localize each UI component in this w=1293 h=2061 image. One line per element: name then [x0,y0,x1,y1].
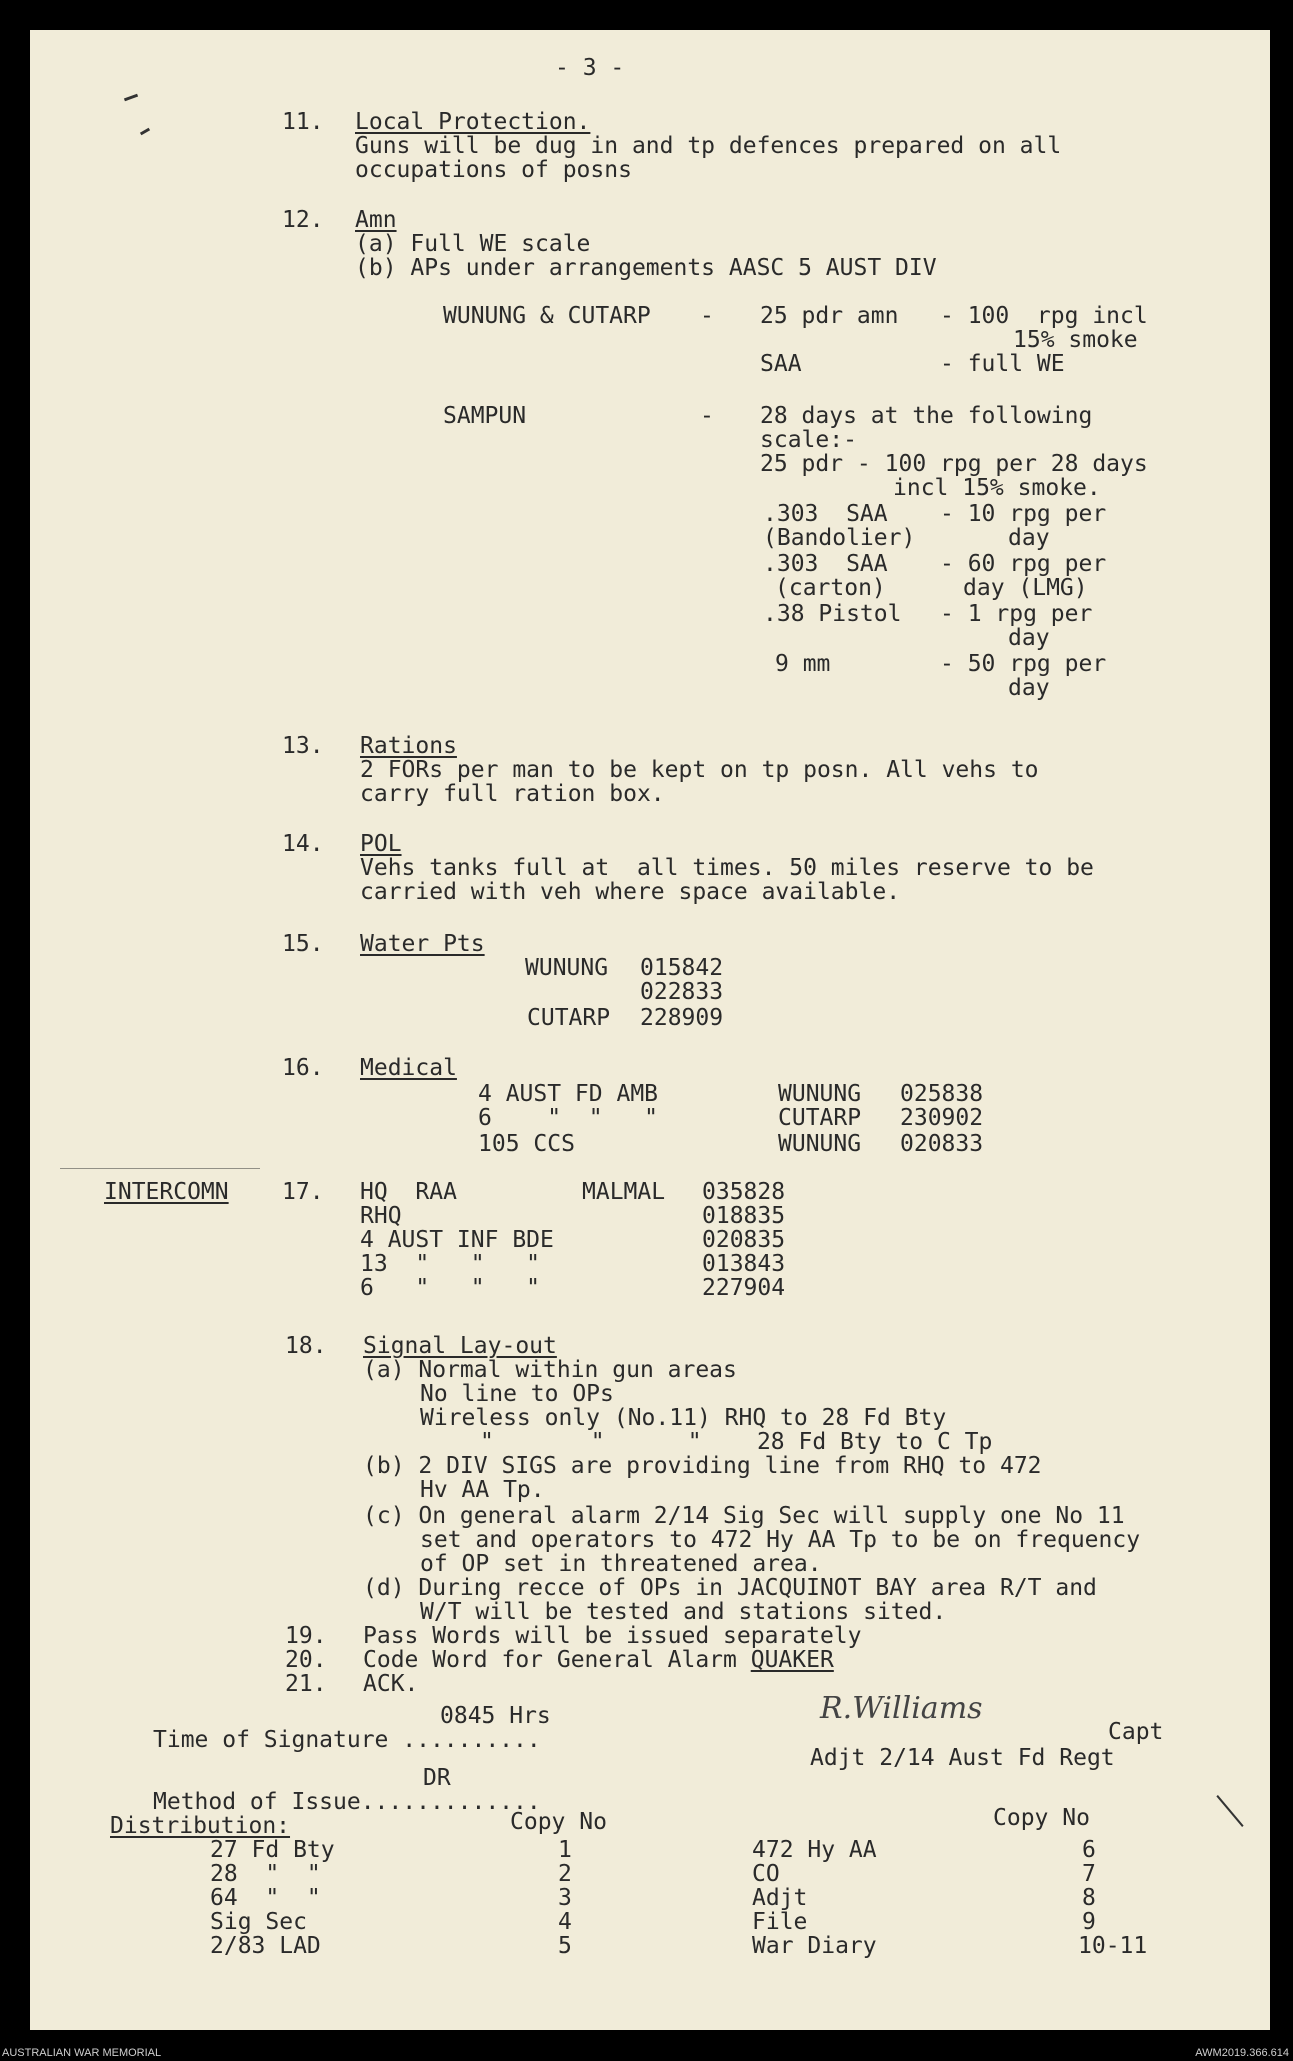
pen-line [60,1168,260,1169]
medical-unit: 4 AUST FD AMB [478,1081,659,1107]
medical-ref: 025838 [900,1081,984,1107]
water-point-place: CUTARP [527,1005,611,1031]
signal-a-2: No line to OPs [420,1381,614,1407]
section-21-text: ACK. [363,1671,419,1697]
section-19-number: 19. [285,1623,327,1649]
pen-mark [140,128,150,136]
distribution-unit: 64 " " [210,1885,321,1911]
distribution-unit: 2/83 LAD [210,1933,321,1959]
sampun-line-2: scale:- [760,427,857,453]
water-point-ref: 228909 [640,1005,724,1031]
amn-item-25pdr: 25 pdr amn [760,303,899,329]
intercomn-unit: HQ RAA [360,1179,457,1205]
sampun-line-3: 25 pdr - 100 rpg per 28 days [760,451,1148,477]
copy-no-header-right: Copy No [993,1805,1090,1831]
distribution-copy: 7 [1082,1861,1096,1887]
ammo-item-2-type: (carton) [775,575,886,601]
signal-a-3: Wireless only (No.11) RHQ to 28 Fd Bty [420,1405,947,1431]
code-word: QUAKER [750,1647,834,1673]
ammo-item-3-rate: - 1 rpg per [940,601,1093,627]
intercomn-ref: 018835 [702,1203,786,1229]
distribution-copy: 5 [558,1933,572,1959]
distribution-unit: 28 " " [210,1861,321,1887]
signal-c-1: (c) On general alarm 2/14 Sig Sec will supply one No 11 [363,1503,1125,1529]
sampun-line-1: 28 days at the following [760,403,1093,429]
ammo-item-1-rate: - 10 rpg per [940,501,1107,527]
distribution-copy: 9 [1082,1909,1096,1935]
signal-b-1: (b) 2 DIV SIGS are providing line from RHQ to 472 [363,1453,1042,1479]
section-21-number: 21. [285,1671,327,1697]
signatory-title: Adjt 2/14 Aust Fd Regt [810,1745,1115,1771]
distribution-unit: War Diary [752,1933,877,1959]
signal-d-2: W/T will be tested and stations sited. [420,1599,947,1625]
distribution-copy: 6 [1082,1837,1096,1863]
distribution-label: Distribution: [110,1813,291,1839]
section-13-line-2: carry full ration box. [360,781,665,807]
section-11-line-1: Guns will be dug in and tp defences prepared on all [355,133,1062,159]
ammo-item-4-rate: - 50 rpg per [940,651,1107,677]
medical-place: CUTARP [778,1105,862,1131]
medical-place: WUNUNG [778,1131,862,1157]
intercomn-unit: RHQ [360,1203,402,1229]
medical-unit: 105 CCS [478,1131,575,1157]
distribution-unit: Sig Sec [210,1909,307,1935]
section-13-number: 13. [282,733,324,759]
distribution-copy: 8 [1082,1885,1096,1911]
distribution-copy: 10-11 [1078,1933,1148,1959]
section-11-line-2: occupations of posns [355,157,632,183]
section-11-number: 11. [282,109,324,135]
section-12-a: (a) Full WE scale [355,231,591,257]
page-number: - 3 - [555,55,625,81]
ammo-item-3-unit: day [1008,625,1050,651]
signal-c-3: of OP set in threatened area. [420,1551,822,1577]
intercomn-ref: 020835 [702,1227,786,1253]
section-13-title: Rations [360,733,457,759]
distribution-copy: 1 [558,1837,572,1863]
amn-value-saa: - full WE [940,351,1065,377]
section-14-number: 14. [282,831,324,857]
water-point-ref: 015842 [640,955,724,981]
section-15-title: Water Pts [360,931,485,957]
sampun-line-4: incl 15% smoke. [893,475,1101,501]
pen-mark [124,94,138,102]
section-18-number: 18. [285,1333,327,1359]
section-14-line-2: carried with veh where space available. [360,879,901,905]
footer-right: AWM2019.366.614 [1195,2047,1289,2059]
section-16-title: Medical [360,1055,457,1081]
document-page [30,30,1270,2030]
distribution-unit: 472 Hy AA [752,1837,877,1863]
distribution-copy: 2 [558,1861,572,1887]
intercomn-unit: 13 " " " [360,1251,541,1277]
ammo-item-2-rate: - 60 rpg per [940,551,1107,577]
amn-item-saa: SAA [760,351,802,377]
amn-dash-2: - [700,403,714,429]
intercomn-place: MALMAL [582,1179,666,1205]
ammo-item-1-type: (Bandolier) [763,525,916,551]
section-13-line-1: 2 FORs per man to be kept on tp posn. All vehs to [360,757,1039,783]
section-12-title: Amn [355,207,397,233]
pen-mark [1216,1795,1243,1827]
method-of-issue-label: Method of Issue............. [153,1789,541,1815]
ammo-item-4-name: 9 mm [775,651,831,677]
time-of-signature-value: 0845 Hrs [440,1703,551,1729]
intercomn-unit: 6 " " " [360,1275,541,1301]
time-of-signature-label: Time of Signature .......... [153,1727,541,1753]
signatory-rank: Capt [1108,1719,1164,1745]
handwritten-signature: R.Williams [820,1691,983,1726]
intercomn-ref: 227904 [702,1275,786,1301]
ammo-item-1-name: .303 SAA [763,501,888,527]
section-17-number: 17. [282,1179,324,1205]
signal-a-1: (a) Normal within gun areas [363,1357,737,1383]
distribution-copy: 4 [558,1909,572,1935]
ammo-item-3-name: .38 Pistol [763,601,902,627]
ammo-item-1-unit: day [1008,525,1050,551]
distribution-unit: Adjt [752,1885,808,1911]
medical-ref: 020833 [900,1131,984,1157]
amn-place-sampun: SAMPUN [443,403,527,429]
section-12-b: (b) APs under arrangements AASC 5 AUST DIV [355,255,937,281]
distribution-unit: CO [752,1861,780,1887]
medical-place: WUNUNG [778,1081,862,1107]
section-20-text: Code Word for General Alarm QUAKER [363,1647,834,1673]
water-point-ref: 022833 [640,979,724,1005]
intercomn-margin-label: INTERCOMN [104,1179,229,1205]
signal-d-1: (d) During recce of OPs in JACQUINOT BAY area R/T and [363,1575,1097,1601]
signal-c-2: set and operators to 472 Hy AA Tp to be on frequency [420,1527,1141,1553]
amn-value-1: - 100 rpg incl [940,303,1148,329]
section-12-number: 12. [282,207,324,233]
method-of-issue-value: DR [423,1765,451,1791]
section-11-title: Local Protection. [355,109,591,135]
footer-left: AUSTRALIAN WAR MEMORIAL [2,2047,162,2059]
amn-dash: - [700,303,714,329]
ammo-item-2-name: .303 SAA [763,551,888,577]
section-20-number: 20. [285,1647,327,1673]
ammo-item-2-unit: day (LMG) [963,575,1088,601]
distribution-unit: 27 Fd Bty [210,1837,335,1863]
distribution-unit: File [752,1909,808,1935]
intercomn-unit: 4 AUST INF BDE [360,1227,554,1253]
water-point-place: WUNUNG [525,955,609,981]
ammo-item-4-unit: day [1008,675,1050,701]
medical-ref: 230902 [900,1105,984,1131]
section-19-text: Pass Words will be issued separately [363,1623,862,1649]
intercomn-ref: 013843 [702,1251,786,1277]
section-16-number: 16. [282,1055,324,1081]
copy-no-header-left: Copy No [510,1809,607,1835]
section-18-title: Signal Lay-out [363,1333,557,1359]
medical-unit: 6 " " " [478,1105,659,1131]
section-14-title: POL [360,831,402,857]
signal-a-4: " " " 28 Fd Bty to C Tp [480,1429,993,1455]
signal-b-2: Hv AA Tp. [420,1477,545,1503]
distribution-copy: 3 [558,1885,572,1911]
amn-value-1b: 15% smoke [1013,327,1138,353]
intercomn-ref: 035828 [702,1179,786,1205]
section-15-number: 15. [282,931,324,957]
amn-place-wunung-cutarp: WUNUNG & CUTARP [443,303,651,329]
section-14-line-1: Vehs tanks full at all times. 50 miles reserve to be [360,855,1094,881]
